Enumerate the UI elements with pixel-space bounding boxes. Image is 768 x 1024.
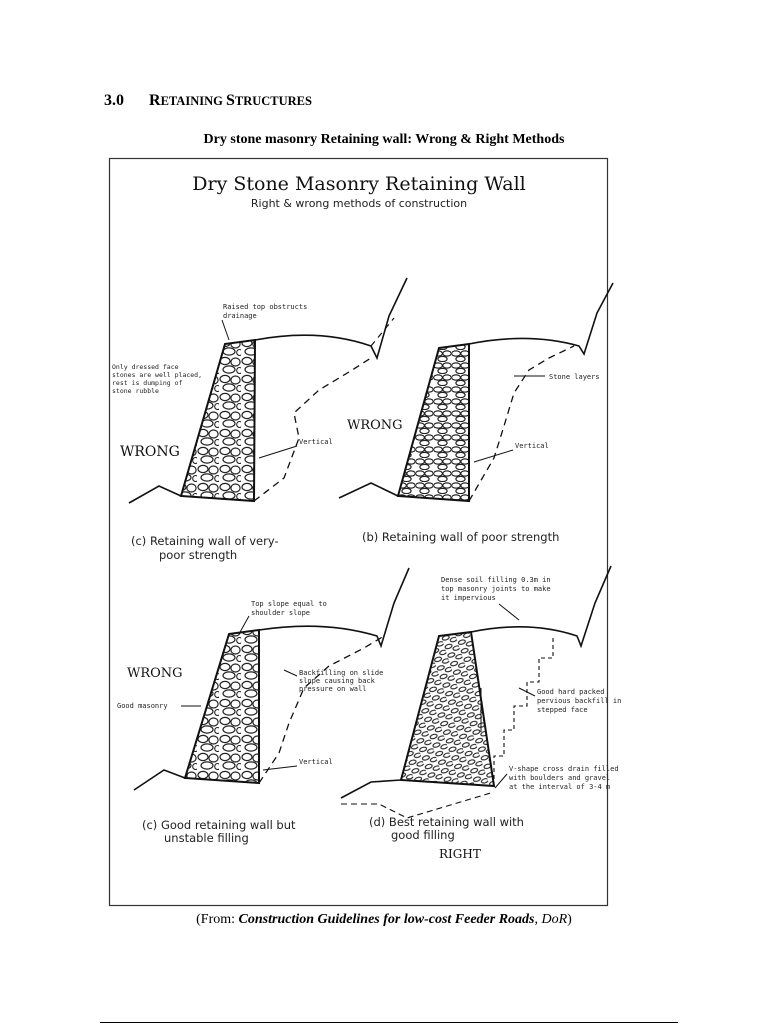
note-d-bot-2: with boulders and gravel bbox=[509, 774, 611, 782]
figure-subtitle: Dry stone masonry Retaining wall: Wrong & Right Methods bbox=[203, 132, 565, 147]
note-a-vertical: Vertical bbox=[299, 438, 333, 446]
note-a-left-1: Only dressed face bbox=[112, 363, 179, 371]
caption-c-1: (c) Good retaining wall but bbox=[142, 818, 296, 832]
label-c-wrong: WRONG bbox=[127, 666, 183, 681]
panel-d bbox=[341, 566, 621, 861]
section-title-initial-2: S bbox=[225, 92, 235, 109]
note-c-back-1: Backfilling on slide bbox=[299, 669, 384, 677]
section-title-initial-1: R bbox=[149, 92, 161, 109]
wall-d bbox=[401, 632, 494, 786]
caption-a-1: (c) Retaining wall of very- bbox=[131, 534, 279, 548]
section-title-rest-1: ETAINING bbox=[160, 94, 226, 108]
retaining-wall-figure bbox=[109, 158, 622, 906]
note-d-top-3: it impervious bbox=[441, 594, 496, 602]
label-b-wrong: WRONG bbox=[347, 418, 403, 433]
label-d-right: RIGHT bbox=[439, 847, 481, 861]
note-c-left: Good masonry bbox=[117, 702, 168, 710]
note-d-mid-3: stepped face bbox=[537, 706, 588, 714]
caption-d-1: (d) Best retaining wall with bbox=[369, 815, 524, 829]
panel-b bbox=[339, 283, 613, 544]
wall-b bbox=[398, 344, 469, 501]
source-separator: , bbox=[534, 912, 542, 927]
wall-a bbox=[181, 340, 255, 501]
source-title: Construction Guidelines for low-cost Feeder Roads bbox=[238, 912, 535, 927]
note-d-top-1: Dense soil filling 0.3m in bbox=[441, 576, 551, 584]
note-a-top-1: Raised top obstructs bbox=[223, 303, 308, 311]
note-c-top-1: Top slope equal to bbox=[251, 600, 327, 608]
note-c-top-2: shoulder slope bbox=[251, 609, 311, 617]
note-a-top-2: drainage bbox=[223, 312, 257, 320]
note-c-vertical: Vertical bbox=[299, 758, 333, 766]
source-suffix: ) bbox=[567, 912, 572, 927]
figure-title: Dry Stone Masonry Retaining Wall bbox=[192, 173, 526, 195]
label-a-wrong: WRONG bbox=[120, 444, 180, 460]
note-b-vertical: Vertical bbox=[515, 442, 549, 450]
note-b-layers: Stone layers bbox=[549, 373, 600, 381]
note-d-bot-1: V-shape cross drain filled bbox=[509, 765, 619, 773]
note-c-back-2: slope causing back bbox=[299, 677, 375, 685]
caption-c-2: unstable filling bbox=[164, 831, 249, 845]
footer-rule bbox=[100, 1022, 678, 1023]
note-a-left-3: rest is dumping of bbox=[112, 379, 183, 387]
note-d-mid-1: Good hard packed bbox=[537, 688, 605, 696]
note-d-mid-2: pervious backfill in bbox=[537, 697, 622, 705]
note-a-left-4: stone rubble bbox=[112, 387, 159, 395]
note-c-back-3: pressure on wall bbox=[299, 685, 367, 693]
figure-subtitle-text: Right & wrong methods of construction bbox=[250, 197, 468, 210]
source-org: DoR bbox=[541, 912, 568, 927]
note-d-bot-3: at the interval of 3-4 m bbox=[509, 783, 611, 791]
caption-d-2: good filling bbox=[391, 828, 455, 842]
section-title-rest-2: TRUCTURES bbox=[234, 94, 312, 108]
figure-drawing bbox=[109, 158, 622, 906]
caption-a-2: poor strength bbox=[159, 548, 238, 562]
source-prefix: (From: bbox=[196, 912, 239, 927]
section-heading bbox=[104, 92, 312, 110]
note-d-top-2: top masonry joints to make bbox=[441, 585, 551, 593]
caption-b-1: (b) Retaining wall of poor strength bbox=[362, 530, 560, 544]
note-a-left-2: stones are well placed, bbox=[112, 371, 203, 379]
section-number: 3.0 bbox=[104, 92, 124, 109]
source-caption bbox=[0, 912, 768, 928]
